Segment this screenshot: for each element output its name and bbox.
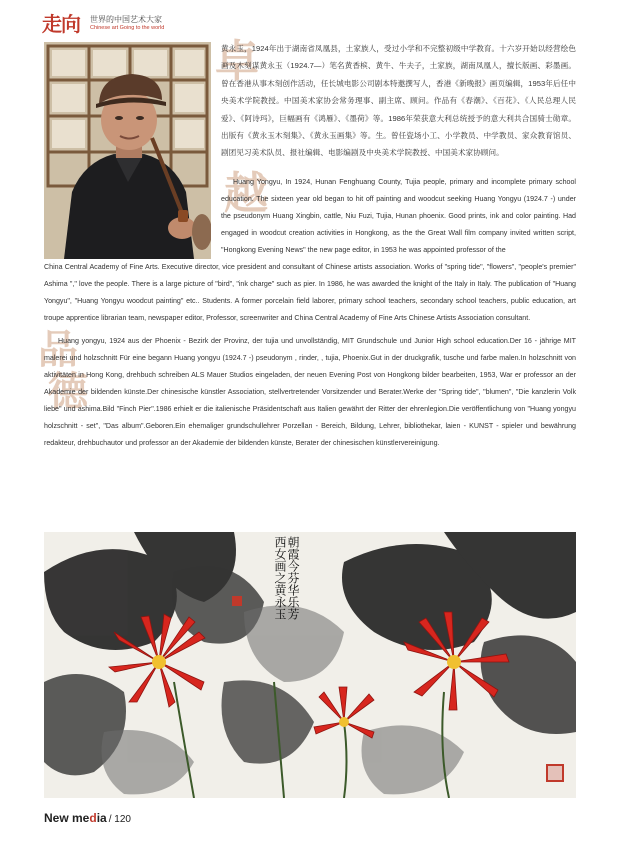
page-footer [44,811,131,825]
biography-english-intro: Huang Yongyu, In 1924, Hunan Fenghuang County, Tujia people, primary and incomplete primary school education. The sixteen year old began to hit off painting and woodcut seeking Huang Yongyu (1924.7 -) under the pseudonym Huang Xingbin, cattle, Niu Fuzi, Tujia, Hunan phoenix. Good prints, ink and color painting. Had engaged in woodcut creation activities in Hongkong, as the the Great Wall film company invited written script, "Hongkong Evening News" the new page editor, in 1953 he was appointed professor of the [221,178,576,254]
biography-english-continued: China Central Academy of Fine Arts. Executive director, vice president and consultant of Chinese artists association. Works of "spring tide", "flowers", "people's premier" Ashima "," love the people. There is a large picture of "bird", "ink charge" such as pier. In 1986, he was awarded the knight of the Italy in Italy. The publication of "Huang Yongyu", "Huang Yongyu woodcut painting" etc.. Students. A former porcelain field laborer, primary school teachers, secondary school teachers, public education, art troupe apprentice librarian team, newspaper editor, Professor, screenwriter and China Central Academy of Fine Arts Chinese Artists Association consultant. [44,263,576,322]
painting-inscription: 朝霞今芬华乐芳西女画之黄永玉 [273,536,300,620]
artist-portrait-photo [44,42,211,259]
ink-painting-red-flowers [44,532,576,798]
watermark-char-4: 德 [48,368,88,415]
magazine-brand: New media [44,811,107,825]
biography-german: Huang yongyu, 1924 aus der Phoenix - Bezirk der Provinz, der tujia und unvollständig, MIT Grundschule und Junior High school education.Der 16 - jährige MIT malerei und holzschnitt Für eine begann Huang yongyu (1924.7 -) pseudonym , rinder, , tujia, Phoenix.Gut in der druckgrafik, tusche und farbe malen.In holzschnitt von aktivitäten in Hong Kong, drehbuch schreiben ALS Mauer Studios eingeladen, der neuen Evening Post von Hongkong bilder bearbeiten, 1953, War er professor an der Akademie der bildenden künste.Der chinesische künstler Association, stellvertretender Vorsitzender und Berater.Werke der "Spring tide", "blumen", "Die kanzlerin Volk liebe" und ashima.Bild "Finch Pier".1986 erhielt er die italienische Präsidentschaft aus Italien gewährt der Ritter der ehrenlegion.Die veröffentlichung von "Huang yongyu holzschnitt - set", "Das album".Geboren.Ein ehemaliger grundschullehrer Porzellan - Bereich, Bildung, Lehrer, bibliothekar, laien - KUNST - spieler und bewährung redakteur, drehbuchautor und professor an der Akademie der bildenden künste, Berater der chinesischen künstlervereinigung. [44,337,576,447]
corner-seal-stamp [546,764,564,782]
section-tagline-en: Chinese art Going to the world [90,25,165,31]
section-tagline-cn: 世界的中国艺术大家 [90,15,162,24]
artist-seal-stamp [232,596,242,606]
magazine-header [42,8,242,38]
watermark-char-2: 越 [224,168,268,219]
watermark-char-3: 品 [38,326,78,373]
page-number: / 120 [108,814,131,825]
section-logo: 走向 [42,12,80,36]
biography-chinese: 黄永玉，1924年出于湖南省凤凰县，土家族人，受过小学和不完整初级中学教育。十六岁开始以经营绘色画及木刻谋黄永玉（1924.7—）笔名黄香槟、黄牛、牛夫子，土家族，湖南凤凰人，擅长版画、彩墨画。曾在香港从事木刻创作活动，任长城电影公司剧本特邀撰写人，香港《新晚报》画页编辑，1953年后任中央美术学院教授。中国美术家协会常务理事、副主席、顾问。作品有《春潮》、《百花》、《人民总理人民爱》、《阿诗玛》，巨幅画有《鸿雁》、《墨荷》等。1986年荣获意大利总统授予的意大利共合国骑士勋章。出版有《黄永玉木刻集》、《黄永玉画集》等。生。曾任瓷场小工、小学教员、中学教员、家众教育馆员、剧团见习美术队员、报社编辑、电影编剧及中央美术学院教授、中国美术家协顾问。 [221,44,576,158]
watermark-char-1: 卓 [215,36,259,87]
